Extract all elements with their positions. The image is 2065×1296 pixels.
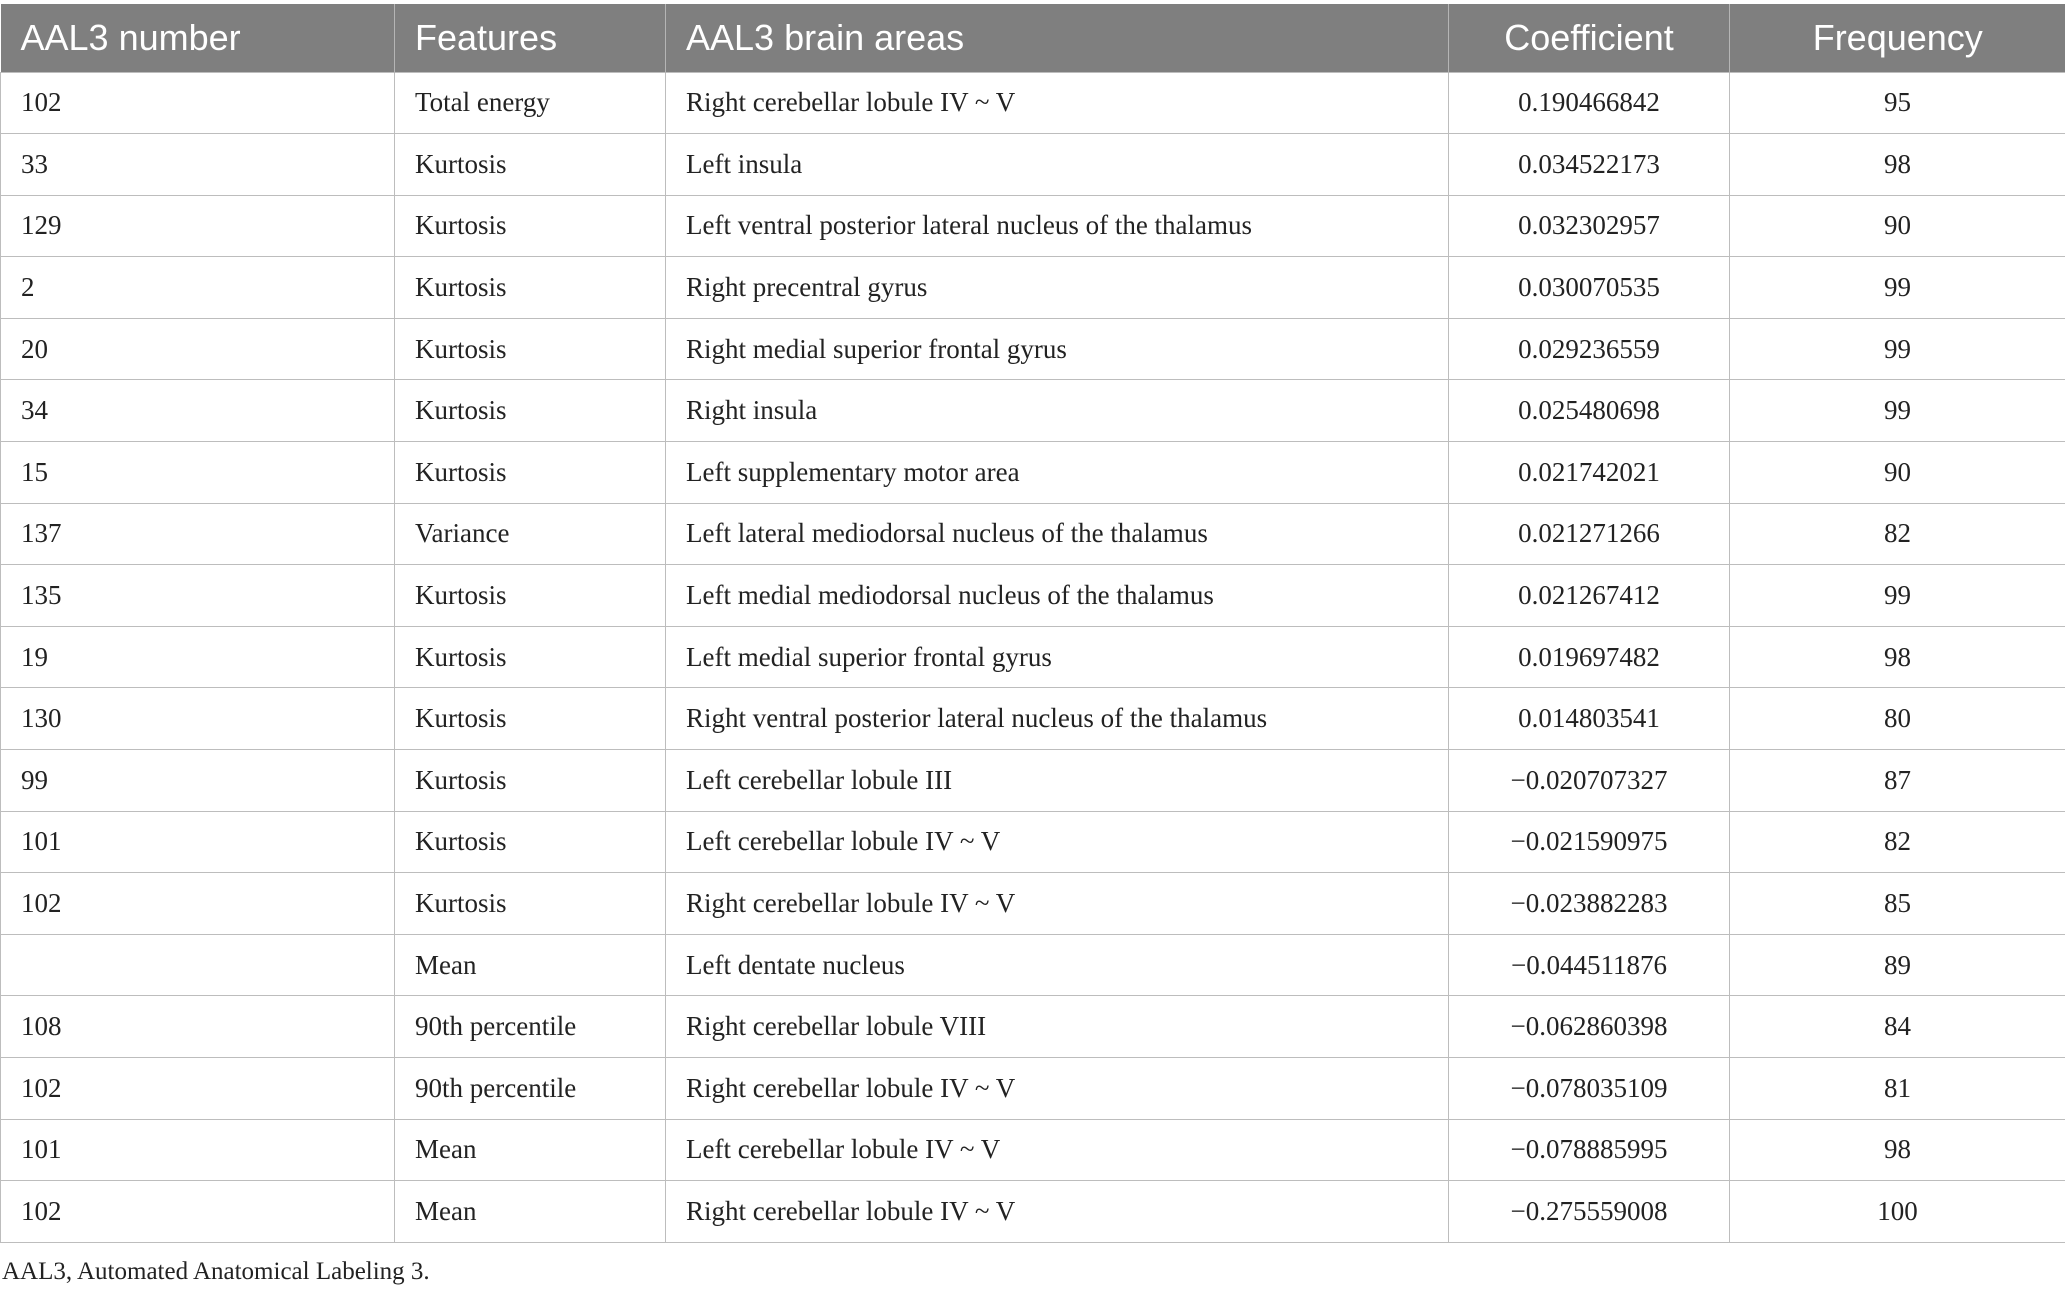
header-row	[1, 4, 2065, 72]
cell-aal3-number: 101	[1, 1119, 395, 1181]
cell-aal3-number: 15	[1, 442, 395, 504]
cell-aal3-number: 99	[1, 750, 395, 812]
cell-coefficient: −0.020707327	[1449, 750, 1730, 812]
cell-feature: Kurtosis	[395, 873, 666, 935]
cell-frequency: 100	[1730, 1181, 2065, 1243]
cell-feature: Kurtosis	[395, 688, 666, 750]
table-row	[1, 811, 2065, 873]
cell-coefficient: 0.029236559	[1449, 318, 1730, 380]
cell-aal3-number: 102	[1, 1058, 395, 1120]
cell-brain-area: Left cerebellar lobule III	[666, 750, 1449, 812]
cell-frequency: 82	[1730, 811, 2065, 873]
cell-feature: Mean	[395, 1181, 666, 1243]
cell-frequency: 90	[1730, 442, 2065, 504]
cell-brain-area: Left insula	[666, 134, 1449, 196]
table-row	[1, 688, 2065, 750]
cell-feature: Kurtosis	[395, 257, 666, 319]
cell-coefficient: −0.062860398	[1449, 996, 1730, 1058]
cell-brain-area: Left lateral mediodorsal nucleus of the thalamus	[666, 503, 1449, 565]
cell-coefficient: 0.032302957	[1449, 195, 1730, 257]
cell-coefficient: −0.023882283	[1449, 873, 1730, 935]
cell-aal3-number: 34	[1, 380, 395, 442]
cell-coefficient: 0.190466842	[1449, 72, 1730, 134]
table-row	[1, 318, 2065, 380]
cell-frequency: 84	[1730, 996, 2065, 1058]
cell-frequency: 87	[1730, 750, 2065, 812]
header-aal3-number: AAL3 number	[1, 4, 395, 72]
cell-aal3-number: 19	[1, 626, 395, 688]
cell-coefficient: 0.014803541	[1449, 688, 1730, 750]
cell-coefficient: 0.021267412	[1449, 565, 1730, 627]
cell-feature: Kurtosis	[395, 318, 666, 380]
cell-feature: Mean	[395, 1119, 666, 1181]
table-row	[1, 626, 2065, 688]
cell-brain-area: Left medial superior frontal gyrus	[666, 626, 1449, 688]
header-frequency: Frequency	[1730, 4, 2065, 72]
cell-feature: Kurtosis	[395, 811, 666, 873]
cell-feature: Variance	[395, 503, 666, 565]
cell-coefficient: 0.034522173	[1449, 134, 1730, 196]
cell-frequency: 90	[1730, 195, 2065, 257]
table-row	[1, 1058, 2065, 1120]
cell-frequency: 99	[1730, 318, 2065, 380]
cell-coefficient: 0.021271266	[1449, 503, 1730, 565]
cell-frequency: 85	[1730, 873, 2065, 935]
cell-feature: Mean	[395, 934, 666, 996]
cell-frequency: 81	[1730, 1058, 2065, 1120]
cell-feature: Kurtosis	[395, 750, 666, 812]
cell-brain-area: Right cerebellar lobule IV ~ V	[666, 72, 1449, 134]
cell-aal3-number: 130	[1, 688, 395, 750]
cell-aal3-number: 135	[1, 565, 395, 627]
table-row	[1, 750, 2065, 812]
header-coefficient: Coefficient	[1449, 4, 1730, 72]
table-row	[1, 72, 2065, 134]
header-brain-areas: AAL3 brain areas	[666, 4, 1449, 72]
table-row	[1, 380, 2065, 442]
cell-feature: Kurtosis	[395, 626, 666, 688]
cell-feature: Kurtosis	[395, 134, 666, 196]
cell-brain-area: Right ventral posterior lateral nucleus of the thalamus	[666, 688, 1449, 750]
cell-frequency: 98	[1730, 134, 2065, 196]
cell-frequency: 82	[1730, 503, 2065, 565]
cell-feature: Kurtosis	[395, 442, 666, 504]
cell-brain-area: Right medial superior frontal gyrus	[666, 318, 1449, 380]
cell-brain-area: Right cerebellar lobule IV ~ V	[666, 1058, 1449, 1120]
table-row	[1, 1181, 2065, 1243]
results-table	[0, 4, 2065, 1243]
cell-aal3-number: 102	[1, 1181, 395, 1243]
cell-aal3-number: 20	[1, 318, 395, 380]
cell-feature: Total energy	[395, 72, 666, 134]
cell-brain-area: Left dentate nucleus	[666, 934, 1449, 996]
table-row	[1, 503, 2065, 565]
cell-feature: 90th percentile	[395, 1058, 666, 1120]
cell-brain-area: Left cerebellar lobule IV ~ V	[666, 1119, 1449, 1181]
cell-feature: 90th percentile	[395, 996, 666, 1058]
table-row	[1, 873, 2065, 935]
cell-coefficient: −0.275559008	[1449, 1181, 1730, 1243]
cell-brain-area: Left medial mediodorsal nucleus of the thalamus	[666, 565, 1449, 627]
cell-brain-area: Right cerebellar lobule IV ~ V	[666, 1181, 1449, 1243]
cell-aal3-number	[1, 934, 395, 996]
cell-frequency: 89	[1730, 934, 2065, 996]
cell-brain-area: Right cerebellar lobule IV ~ V	[666, 873, 1449, 935]
cell-coefficient: −0.078885995	[1449, 1119, 1730, 1181]
table-row	[1, 257, 2065, 319]
cell-frequency: 98	[1730, 626, 2065, 688]
table-row	[1, 934, 2065, 996]
cell-brain-area: Right precentral gyrus	[666, 257, 1449, 319]
cell-brain-area: Left ventral posterior lateral nucleus of the thalamus	[666, 195, 1449, 257]
cell-aal3-number: 102	[1, 72, 395, 134]
cell-aal3-number: 137	[1, 503, 395, 565]
table-row	[1, 134, 2065, 196]
cell-aal3-number: 101	[1, 811, 395, 873]
cell-aal3-number: 33	[1, 134, 395, 196]
cell-coefficient: 0.030070535	[1449, 257, 1730, 319]
cell-aal3-number: 102	[1, 873, 395, 935]
results-table-container	[0, 4, 2065, 1243]
cell-frequency: 98	[1730, 1119, 2065, 1181]
cell-frequency: 99	[1730, 565, 2065, 627]
cell-aal3-number: 2	[1, 257, 395, 319]
cell-brain-area: Left supplementary motor area	[666, 442, 1449, 504]
cell-aal3-number: 129	[1, 195, 395, 257]
cell-coefficient: 0.025480698	[1449, 380, 1730, 442]
cell-frequency: 80	[1730, 688, 2065, 750]
table-footnote: AAL3, Automated Anatomical Labeling 3.	[2, 1258, 430, 1285]
table-body	[1, 72, 2065, 1242]
cell-frequency: 95	[1730, 72, 2065, 134]
cell-frequency: 99	[1730, 380, 2065, 442]
table-row	[1, 195, 2065, 257]
cell-feature: Kurtosis	[395, 380, 666, 442]
table-row	[1, 996, 2065, 1058]
cell-coefficient: −0.021590975	[1449, 811, 1730, 873]
cell-coefficient: 0.019697482	[1449, 626, 1730, 688]
cell-frequency: 99	[1730, 257, 2065, 319]
header-features: Features	[395, 4, 666, 72]
cell-brain-area: Left cerebellar lobule IV ~ V	[666, 811, 1449, 873]
cell-feature: Kurtosis	[395, 195, 666, 257]
cell-aal3-number: 108	[1, 996, 395, 1058]
cell-brain-area: Right insula	[666, 380, 1449, 442]
cell-brain-area: Right cerebellar lobule VIII	[666, 996, 1449, 1058]
table-row	[1, 1119, 2065, 1181]
cell-coefficient: −0.044511876	[1449, 934, 1730, 996]
cell-coefficient: −0.078035109	[1449, 1058, 1730, 1120]
table-row	[1, 442, 2065, 504]
table-row	[1, 565, 2065, 627]
cell-feature: Kurtosis	[395, 565, 666, 627]
table-header	[1, 4, 2065, 72]
cell-coefficient: 0.021742021	[1449, 442, 1730, 504]
